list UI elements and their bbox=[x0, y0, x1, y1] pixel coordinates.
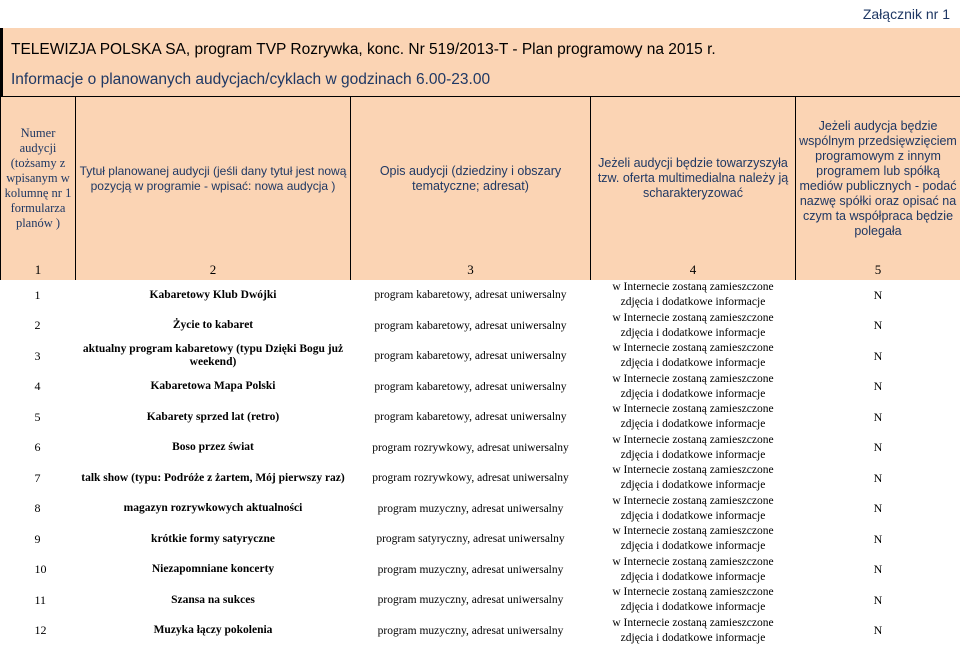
row-multimedia-info bbox=[591, 585, 796, 616]
table-row bbox=[1, 463, 960, 494]
info-line: zdjęcia i dodatkowe informacje bbox=[620, 631, 766, 644]
row-description: program satyryczny, adresat uniwersalny bbox=[351, 524, 591, 555]
info-line: zdjęcia i dodatkowe informacje bbox=[620, 326, 766, 339]
row-multimedia-info bbox=[591, 494, 796, 525]
info-line: zdjęcia i dodatkowe informacje bbox=[620, 570, 766, 583]
info-line: w Internecie zostaną zamieszczone bbox=[612, 525, 774, 538]
info-line: w Internecie zostaną zamieszczone bbox=[612, 311, 774, 324]
info-line: zdjęcia i dodatkowe informacje bbox=[620, 540, 766, 553]
info-line: w Internecie zostaną zamieszczone bbox=[612, 433, 774, 446]
row-number: 10 bbox=[1, 555, 76, 586]
row-multimedia-info bbox=[591, 341, 796, 372]
row-description: program kabaretowy, adresat uniwersalny bbox=[351, 372, 591, 403]
column-header-multimedia: Jeżeli audycji będzie towarzyszyła tzw. oferta multimedialna należy ją scharakteryzować bbox=[591, 97, 796, 261]
row-number: 2 bbox=[1, 311, 76, 342]
row-cooperation-flag: N bbox=[796, 494, 960, 525]
row-multimedia-info bbox=[591, 524, 796, 555]
header-subtitle: Informacje o planowanych audycjach/cyklach w godzinach 6.00-23.00 bbox=[11, 71, 491, 88]
table-row bbox=[1, 555, 960, 586]
table-row bbox=[1, 372, 960, 403]
row-number: 11 bbox=[1, 585, 76, 616]
info-line: zdjęcia i dodatkowe informacje bbox=[620, 448, 766, 461]
row-title: Boso przez świat bbox=[76, 433, 351, 464]
row-title: krótkie formy satyryczne bbox=[76, 524, 351, 555]
row-number: 7 bbox=[1, 463, 76, 494]
column-number: 4 bbox=[591, 260, 796, 280]
row-title: Muzyka łączy pokolenia bbox=[76, 616, 351, 647]
row-description: program kabaretowy, adresat uniwersalny bbox=[351, 402, 591, 433]
programme-table bbox=[0, 96, 960, 646]
row-title: aktualny program kabaretowy (typu Dzięki Bogu już weekend) bbox=[76, 341, 351, 372]
row-number: 5 bbox=[1, 402, 76, 433]
info-line: zdjęcia i dodatkowe informacje bbox=[620, 418, 766, 431]
info-line: zdjęcia i dodatkowe informacje bbox=[620, 387, 766, 400]
row-number: 12 bbox=[1, 616, 76, 647]
row-multimedia-info bbox=[591, 463, 796, 494]
row-number: 1 bbox=[1, 280, 76, 311]
column-number: 3 bbox=[351, 260, 591, 280]
row-cooperation-flag: N bbox=[796, 463, 960, 494]
info-line: zdjęcia i dodatkowe informacje bbox=[620, 601, 766, 614]
row-description: program muzyczny, adresat uniwersalny bbox=[351, 616, 591, 647]
row-title: Kabarety sprzed lat (retro) bbox=[76, 402, 351, 433]
row-title: Niezapomniane koncerty bbox=[76, 555, 351, 586]
row-description: program muzyczny, adresat uniwersalny bbox=[351, 585, 591, 616]
row-number: 6 bbox=[1, 433, 76, 464]
row-cooperation-flag: N bbox=[796, 585, 960, 616]
column-number: 5 bbox=[796, 260, 960, 280]
row-number: 9 bbox=[1, 524, 76, 555]
row-cooperation-flag: N bbox=[796, 280, 960, 311]
column-header-cooperation: Jeżeli audycja będzie wspólnym przedsięwzięciem programowym z innym programem lub spółką mediów publicznych - podać nazwę spółki oraz opisać na czym ta współpraca będzie polegała bbox=[796, 97, 960, 261]
info-line: zdjęcia i dodatkowe informacje bbox=[620, 479, 766, 492]
info-line: w Internecie zostaną zamieszczone bbox=[612, 494, 774, 507]
row-multimedia-info bbox=[591, 372, 796, 403]
info-line: w Internecie zostaną zamieszczone bbox=[612, 281, 774, 294]
table-body bbox=[1, 280, 960, 646]
table-row bbox=[1, 402, 960, 433]
row-cooperation-flag: N bbox=[796, 402, 960, 433]
row-cooperation-flag: N bbox=[796, 341, 960, 372]
table-row bbox=[1, 524, 960, 555]
row-cooperation-flag: N bbox=[796, 616, 960, 647]
table-row bbox=[1, 616, 960, 647]
row-description: program kabaretowy, adresat uniwersalny bbox=[351, 280, 591, 311]
table-row bbox=[1, 311, 960, 342]
row-multimedia-info bbox=[591, 402, 796, 433]
info-line: zdjęcia i dodatkowe informacje bbox=[620, 296, 766, 309]
table-row bbox=[1, 280, 960, 311]
row-title: talk show (typu: Podróże z żartem, Mój pierwszy raz) bbox=[76, 463, 351, 494]
row-title: Życie to kabaret bbox=[76, 311, 351, 342]
row-description: program kabaretowy, adresat uniwersalny bbox=[351, 341, 591, 372]
row-number: 3 bbox=[1, 341, 76, 372]
row-description: program muzyczny, adresat uniwersalny bbox=[351, 494, 591, 525]
table-row bbox=[1, 585, 960, 616]
column-numbers bbox=[1, 260, 960, 280]
info-line: zdjęcia i dodatkowe informacje bbox=[620, 509, 766, 522]
row-multimedia-info bbox=[591, 555, 796, 586]
info-line: zdjęcia i dodatkowe informacje bbox=[620, 357, 766, 370]
row-description: program kabaretowy, adresat uniwersalny bbox=[351, 311, 591, 342]
row-cooperation-flag: N bbox=[796, 311, 960, 342]
table-row bbox=[1, 433, 960, 464]
column-number: 1 bbox=[1, 260, 76, 280]
info-line: w Internecie zostaną zamieszczone bbox=[612, 464, 774, 477]
row-title: Kabaretowa Mapa Polski bbox=[76, 372, 351, 403]
row-cooperation-flag: N bbox=[796, 433, 960, 464]
row-multimedia-info bbox=[591, 311, 796, 342]
row-title: Szansa na sukces bbox=[76, 585, 351, 616]
row-number: 4 bbox=[1, 372, 76, 403]
column-header-number: Numer audycji (tożsamy z wpisanym w kolumnę nr 1 formularza planów ) bbox=[1, 97, 76, 261]
row-title: magazyn rozrywkowych aktualności bbox=[76, 494, 351, 525]
row-cooperation-flag: N bbox=[796, 524, 960, 555]
info-line: w Internecie zostaną zamieszczone bbox=[612, 372, 774, 385]
row-number: 8 bbox=[1, 494, 76, 525]
table-row bbox=[1, 341, 960, 372]
row-cooperation-flag: N bbox=[796, 555, 960, 586]
table-row bbox=[1, 494, 960, 525]
header-title: TELEWIZJA POLSKA SA, program TVP Rozrywka, konc. Nr 519/2013-T - Plan programowy na 2015 r. bbox=[11, 41, 716, 58]
row-description: program muzyczny, adresat uniwersalny bbox=[351, 555, 591, 586]
column-number: 2 bbox=[76, 260, 351, 280]
info-line: w Internecie zostaną zamieszczone bbox=[612, 342, 774, 355]
annex-label: Załącznik nr 1 bbox=[862, 6, 950, 22]
document-header bbox=[0, 28, 960, 96]
info-line: w Internecie zostaną zamieszczone bbox=[612, 555, 774, 568]
column-header-description: Opis audycji (dziedziny i obszary tematyczne; adresat) bbox=[351, 97, 591, 261]
row-multimedia-info bbox=[591, 280, 796, 311]
row-description: program rozrywkowy, adresat uniwersalny bbox=[351, 433, 591, 464]
row-title: Kabaretowy Klub Dwójki bbox=[76, 280, 351, 311]
row-description: program rozrywkowy, adresat uniwersalny bbox=[351, 463, 591, 494]
column-headers bbox=[1, 97, 960, 261]
info-line: w Internecie zostaną zamieszczone bbox=[612, 403, 774, 416]
info-line: w Internecie zostaną zamieszczone bbox=[612, 616, 774, 629]
row-multimedia-info bbox=[591, 433, 796, 464]
column-header-title: Tytuł planowanej audycji (jeśli dany tytuł jest nową pozycją w programie - wpisać: nowa audycja ) bbox=[76, 97, 351, 261]
row-cooperation-flag: N bbox=[796, 372, 960, 403]
row-multimedia-info bbox=[591, 616, 796, 647]
info-line: w Internecie zostaną zamieszczone bbox=[612, 586, 774, 599]
